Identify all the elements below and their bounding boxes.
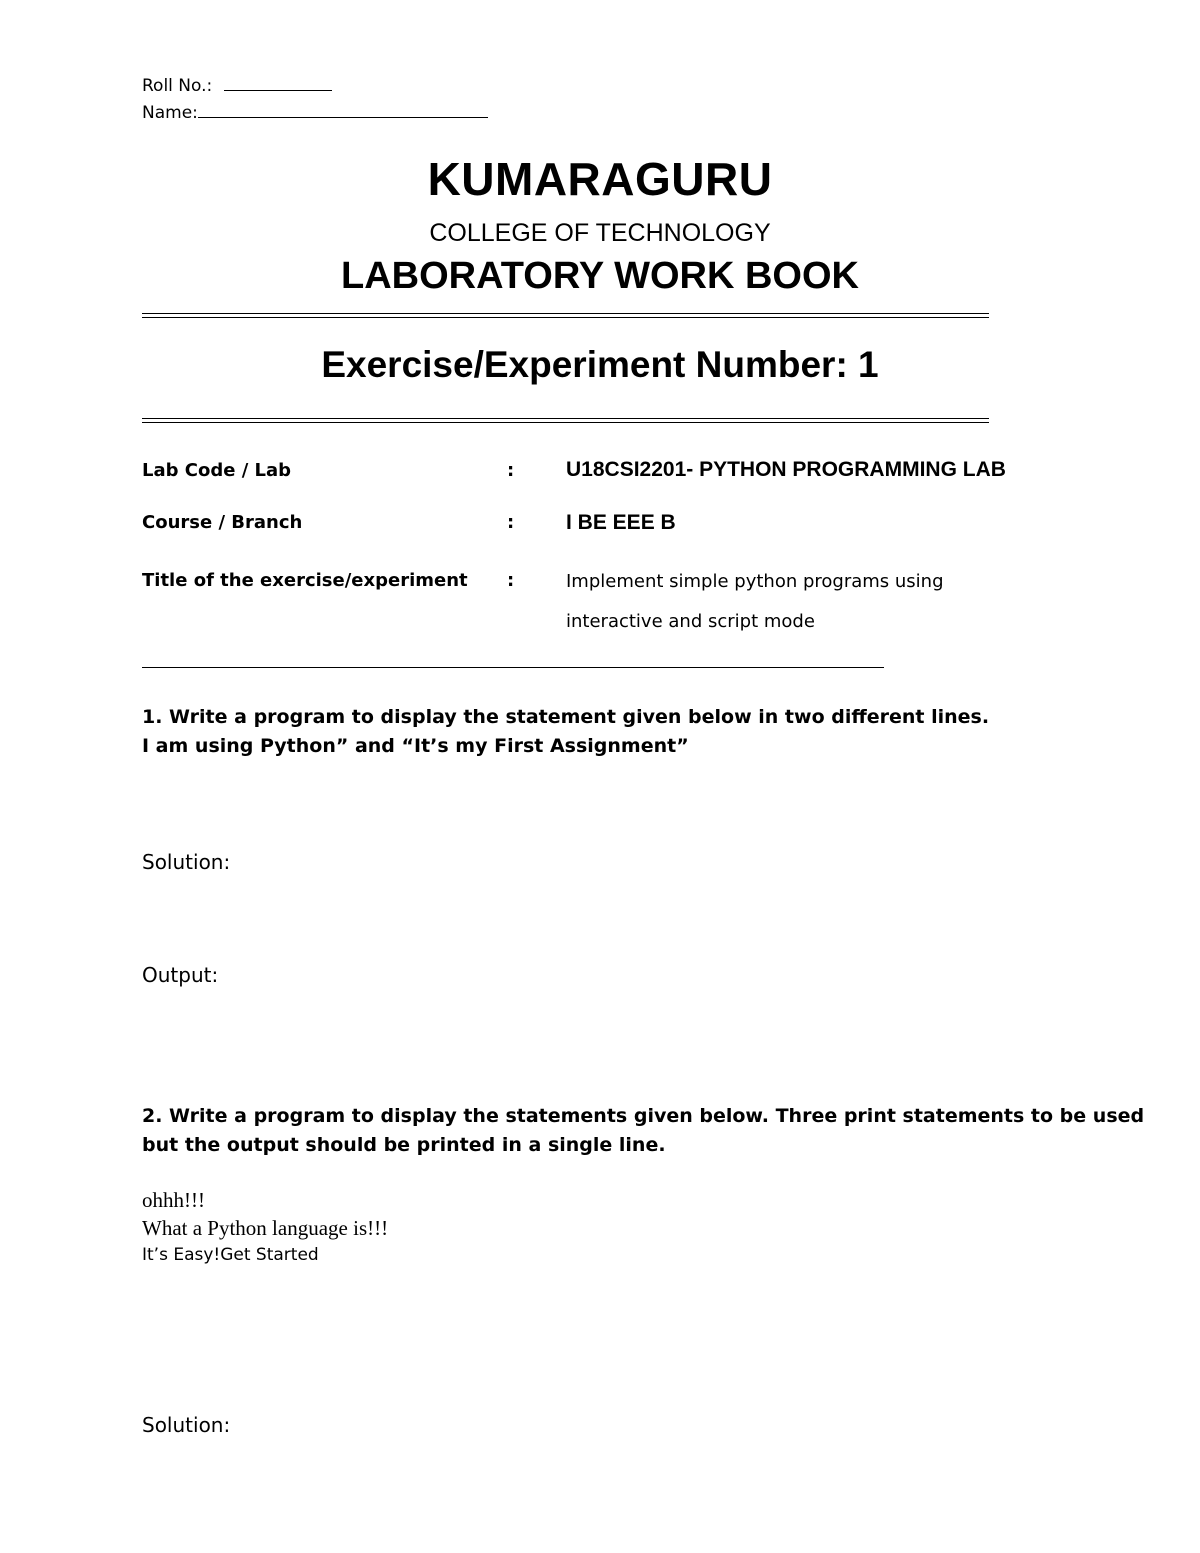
question-1-solution-label: Solution: [142, 850, 231, 874]
question-2-statement-2: What a Python language is!!! [142, 1216, 389, 1240]
question-1-line-1: 1. Write a program to display the statement given below in two different lines. [142, 706, 990, 728]
double-rule-bottom [142, 418, 989, 423]
course-branch-colon: : [507, 512, 515, 533]
roll-number-label: Roll No.: [142, 76, 213, 96]
question-2-statement-3: It’s Easy!Get Started [142, 1245, 319, 1265]
name-label: Name: [142, 103, 198, 123]
college-name: KUMARAGURU [427, 153, 773, 205]
question-1-output-label: Output: [142, 963, 219, 987]
name-field [142, 103, 488, 123]
double-rule-top [142, 313, 989, 318]
college-subtitle: COLLEGE OF TECHNOLOGY [429, 219, 771, 247]
question-2-line-2: but the output should be printed in a single line. [142, 1134, 666, 1156]
exercise-title-colon: : [507, 570, 515, 591]
course-branch-label: Course / Branch [142, 512, 303, 533]
course-branch-value: I BE EEE B [566, 511, 676, 534]
lab-code-label: Lab Code / Lab [142, 460, 292, 481]
section-divider [142, 667, 884, 668]
lab-code-value: U18CSI2201- PYTHON PROGRAMMING LAB [566, 458, 1006, 481]
exercise-title-label: Title of the exercise/experiment [142, 570, 468, 591]
exercise-title-value-line1: Implement simple python programs using [566, 571, 944, 592]
workbook-title: LABORATORY WORK BOOK [341, 255, 859, 297]
question-2-solution-label: Solution: [142, 1413, 231, 1437]
roll-number-field [142, 76, 332, 96]
question-1-line-2: I am using Python” and “It’s my First Assignment” [142, 735, 689, 757]
exercise-title-value-line2: interactive and script mode [566, 611, 815, 632]
roll-number-blank [224, 76, 332, 91]
question-2-line-1: 2. Write a program to display the statements given below. Three print statements to be used [142, 1105, 1145, 1127]
lab-code-colon: : [507, 460, 515, 481]
question-2-statement-1: ohhh!!! [142, 1188, 205, 1212]
exercise-title: Exercise/Experiment Number: 1 [321, 344, 879, 385]
name-blank [198, 103, 488, 118]
